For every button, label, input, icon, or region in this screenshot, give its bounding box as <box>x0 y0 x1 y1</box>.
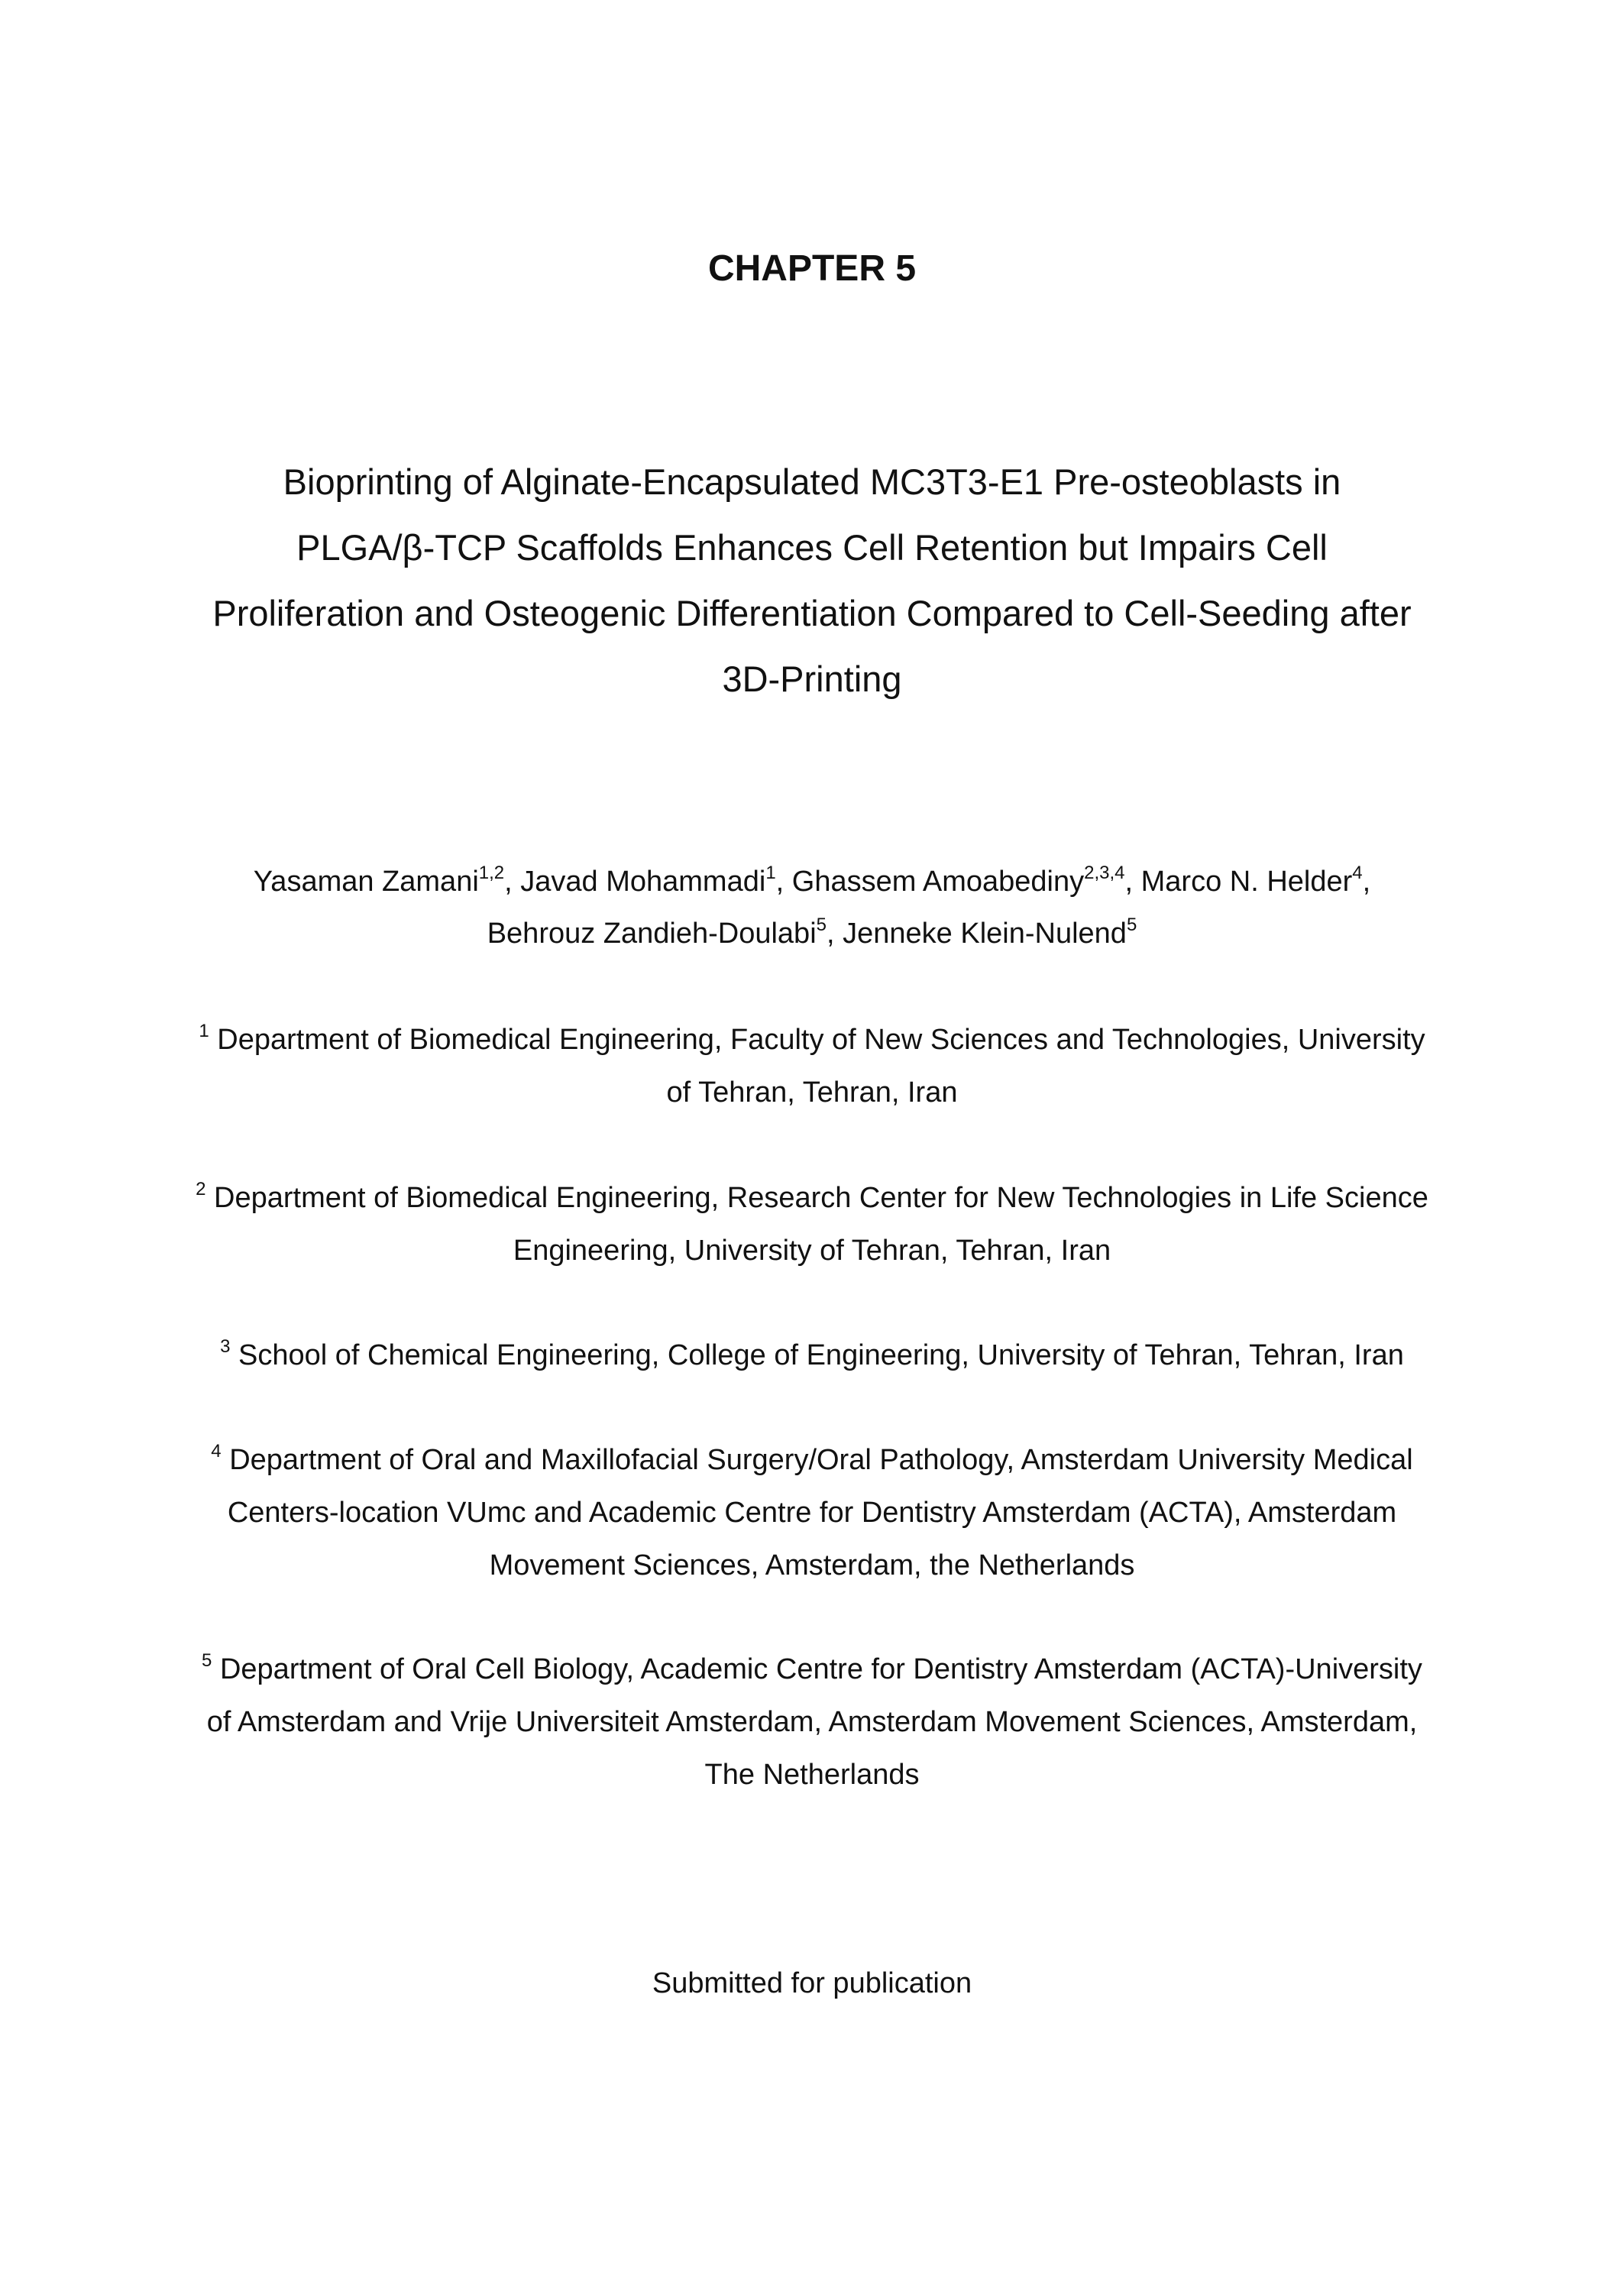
author-separator: , <box>504 866 521 898</box>
author-affiliation-marker: 1 <box>765 863 776 884</box>
affiliation-text: School of Chemical Engineering, College of Engineering, University of Tehran, Tehran, Iran <box>238 1339 1404 1371</box>
affiliation-text: Department of Oral Cell Biology, Academic Centre for Dentistry Amsterdam (ACTA)-University <box>219 1653 1422 1685</box>
affiliation-text: Department of Oral and Maxillofacial Surgery/Oral Pathology, Amsterdam University Medical <box>229 1444 1413 1476</box>
affiliation-text: Department of Biomedical Engineering, Research Center for New Technologies in Life Science <box>214 1182 1428 1214</box>
affiliation-line: of Tehran, Tehran, Iran <box>666 1076 958 1109</box>
affiliation-number: 4 <box>211 1441 222 1462</box>
chapter-heading: CHAPTER 5 <box>707 248 917 289</box>
author-separator: , <box>827 918 843 950</box>
affiliation-number: 1 <box>199 1021 209 1042</box>
affiliation-1 <box>145 1014 1479 1119</box>
affiliation-2 <box>145 1172 1479 1277</box>
affiliation-number: 5 <box>202 1650 212 1672</box>
author-affiliation-marker: 4 <box>1352 863 1363 884</box>
affiliation-text: Department of Biomedical Engineering, Faculty of New Sciences and Technologies, University <box>217 1024 1425 1056</box>
author-affiliation-marker: 5 <box>1126 915 1137 936</box>
author-line <box>145 856 1479 908</box>
author-name: Behrouz Zandieh-Doulabi <box>487 918 817 950</box>
affiliation-line <box>145 1434 1479 1487</box>
affiliation-line: Engineering, University of Tehran, Tehran, Iran <box>513 1235 1111 1267</box>
title-line: 3D-Printing <box>722 659 902 699</box>
author-name: Marco N. Helder <box>1140 866 1353 898</box>
author-list <box>145 856 1479 960</box>
author-separator: , <box>1124 866 1141 898</box>
author-separator: , <box>1362 866 1371 898</box>
affiliation-line <box>145 1643 1479 1696</box>
affiliation-line: Centers-location VUmc and Academic Centre for Dentistry Amsterdam (ACTA), Amsterdam <box>227 1497 1397 1529</box>
author-affiliation-marker: 5 <box>816 915 827 936</box>
paper-title <box>145 449 1479 712</box>
author-separator: , <box>775 866 792 898</box>
affiliation-line: Movement Sciences, Amsterdam, the Netherlands <box>489 1549 1135 1581</box>
title-line: PLGA/β-TCP Scaffolds Enhances Cell Retention but Impairs Cell <box>296 527 1328 568</box>
author-affiliation-marker: 1,2 <box>478 863 505 884</box>
affiliation-number: 3 <box>220 1336 231 1358</box>
affiliation-number: 2 <box>196 1179 206 1200</box>
affiliation-line: of Amsterdam and Vrije Universiteit Amsterdam, Amsterdam Movement Sciences, Amsterdam, <box>206 1706 1418 1738</box>
title-line: Bioprinting of Alginate-Encapsulated MC3T3-E1 Pre-osteoblasts in <box>283 461 1341 502</box>
author-name: Yasaman Zamani <box>253 866 479 898</box>
title-line: Proliferation and Osteogenic Differentiation Compared to Cell-Seeding after <box>212 593 1412 633</box>
author-name: Ghassem Amoabediny <box>791 866 1085 898</box>
submission-status: Submitted for publication <box>652 1967 972 1999</box>
author-line <box>145 908 1479 960</box>
affiliation-line <box>145 1172 1479 1225</box>
affiliation-line: The Netherlands <box>704 1759 920 1791</box>
author-affiliation-marker: 2,3,4 <box>1084 863 1125 884</box>
affiliation-3 <box>145 1329 1479 1382</box>
author-name: Jenneke Klein-Nulend <box>843 918 1127 950</box>
affiliation-line <box>145 1329 1479 1382</box>
author-name: Javad Mohammadi <box>520 866 766 898</box>
affiliation-line <box>145 1014 1479 1067</box>
affiliation-5 <box>145 1643 1479 1802</box>
affiliation-4 <box>145 1434 1479 1592</box>
